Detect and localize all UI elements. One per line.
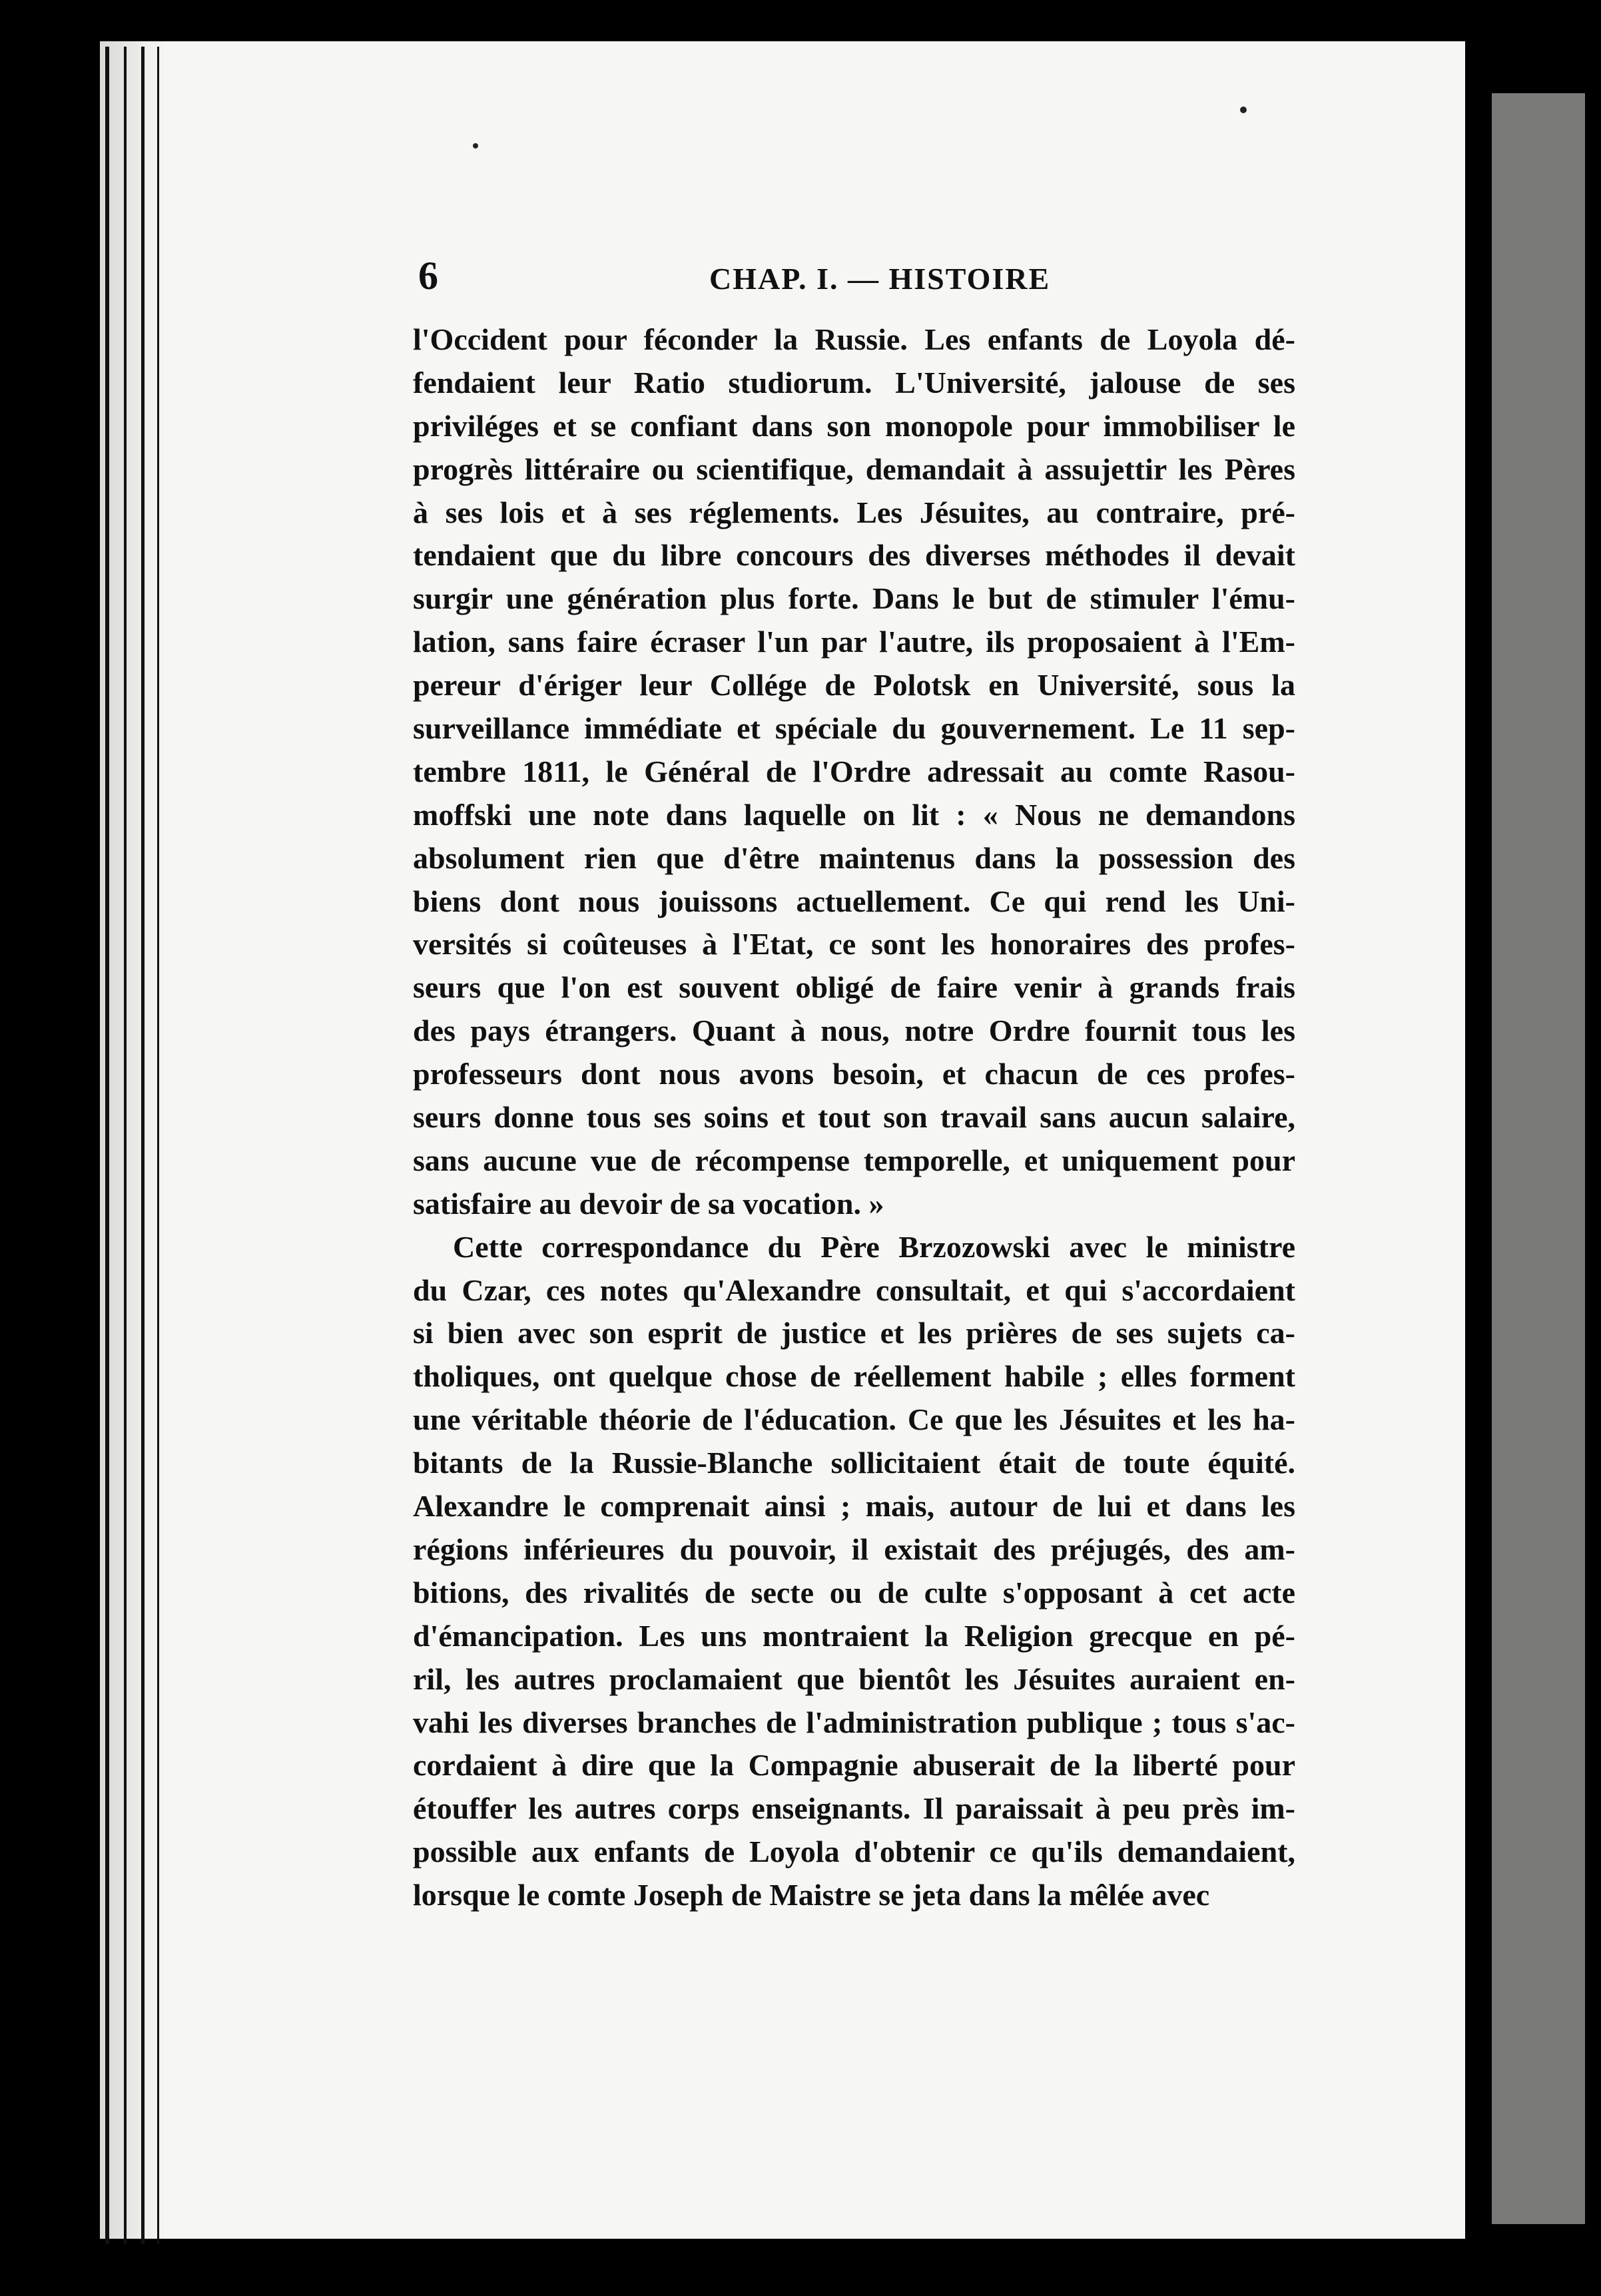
text-line: cordaient à dire que la Compagnie abuserait de la liberté pour bbox=[413, 1748, 1295, 1783]
page-edge bbox=[124, 47, 127, 2244]
text-line: fendaient leur Ratio studiorum. L'Université, jalouse de ses bbox=[413, 365, 1295, 400]
body-text bbox=[413, 318, 1295, 1917]
text-line: bitants de la Russie-Blanche sollicitaient était de toute équité. bbox=[413, 1446, 1295, 1480]
text-line: des pays étrangers. Quant à nous, notre Ordre fournit tous les bbox=[413, 1013, 1295, 1048]
text-line: si bien avec son esprit de justice et les prières de ses sujets ca- bbox=[413, 1316, 1295, 1350]
ink-speck bbox=[1240, 107, 1247, 113]
text-line: surgir une génération plus forte. Dans le but de stimuler l'ému- bbox=[413, 581, 1295, 616]
running-title: CHAP. I. — HISTOIRE bbox=[709, 262, 1051, 296]
text-line: progrès littéraire ou scientifique, demandait à assujettir les Pères bbox=[413, 451, 1295, 486]
text-line: Cette correspondance du Père Brzozowski avec le ministre bbox=[453, 1229, 1295, 1264]
text-line: sans aucune vue de récompense temporelle, et uniquement pour bbox=[413, 1143, 1295, 1177]
page-edge bbox=[157, 47, 159, 2244]
text-line: tholiques, ont quelque chose de réellement habile ; elles forment bbox=[413, 1359, 1295, 1394]
text-line: absolument rien que d'être maintenus dans la possession des bbox=[413, 840, 1295, 875]
page-number: 6 bbox=[418, 254, 438, 298]
text-line: lation, sans faire écraser l'un par l'autre, ils proposaient à l'Em- bbox=[413, 625, 1295, 659]
text-line: seurs que l'on est souvent obligé de faire venir à grands frais bbox=[413, 970, 1295, 1005]
text-line: professeurs dont nous avons besoin, et chacun de ces profes- bbox=[413, 1057, 1295, 1091]
text-line: d'émancipation. Les uns montraient la Religion grecque en pé- bbox=[413, 1618, 1295, 1653]
text-line: priviléges et se confiant dans son monopole pour immobiliser le bbox=[413, 408, 1295, 443]
text-line: tembre 1811, le Général de l'Ordre adressait au comte Rasou- bbox=[413, 754, 1295, 788]
text-line: possible aux enfants de Loyola d'obtenir ce qu'ils demandaient, bbox=[413, 1835, 1295, 1869]
text-line: l'Occident pour féconder la Russie. Les enfants de Loyola dé- bbox=[413, 322, 1295, 356]
text-line: une véritable théorie de l'éducation. Ce que les Jésuites et les ha- bbox=[413, 1402, 1295, 1437]
text-line: moffski une note dans laquelle on lit : « Nous ne demandons bbox=[413, 797, 1295, 832]
text-line: bitions, des rivalités de secte ou de culte s'opposant à cet acte bbox=[413, 1575, 1295, 1609]
text-line: biens dont nous jouissons actuellement. Ce qui rend les Uni- bbox=[413, 884, 1295, 918]
text-line: ril, les autres proclamaient que bientôt les Jésuites auraient en- bbox=[413, 1661, 1295, 1696]
text-line: surveillance immédiate et spéciale du gouvernement. Le 11 sep- bbox=[413, 711, 1295, 746]
text-line: Alexandre le comprenait ainsi ; mais, autour de lui et dans les bbox=[413, 1489, 1295, 1524]
text-line: à ses lois et à ses réglements. Les Jésuites, au contraire, pré- bbox=[413, 495, 1295, 529]
text-line: versités si coûteuses à l'Etat, ce sont les honoraires des profes- bbox=[413, 927, 1295, 962]
text-line: vahi les diverses branches de l'administration publique ; tous s'ac- bbox=[413, 1705, 1295, 1739]
text-line: satisfaire au devoir de sa vocation. » bbox=[413, 1186, 884, 1221]
adjacent-page-edge bbox=[1492, 93, 1585, 2224]
ink-speck bbox=[473, 143, 478, 148]
page-edge bbox=[141, 47, 145, 2244]
text-line: seurs donne tous ses soins et tout son travail sans aucun salaire, bbox=[413, 1100, 1295, 1135]
text-line: pereur d'ériger leur Collége de Polotsk en Université, sous la bbox=[413, 668, 1295, 703]
page-edge bbox=[105, 47, 109, 2244]
text-line: tendaient que du libre concours des diverses méthodes il devait bbox=[413, 538, 1295, 573]
text-line: étouffer les autres corps enseignants. Il paraissait à peu près im- bbox=[413, 1791, 1295, 1826]
text-line: du Czar, ces notes qu'Alexandre consultait, et qui s'accordaient bbox=[413, 1273, 1295, 1307]
text-line: lorsque le comte Joseph de Maistre se jeta dans la mêlée avec bbox=[413, 1878, 1210, 1912]
text-line: régions inférieures du pouvoir, il existait des préjugés, des am- bbox=[413, 1532, 1295, 1566]
